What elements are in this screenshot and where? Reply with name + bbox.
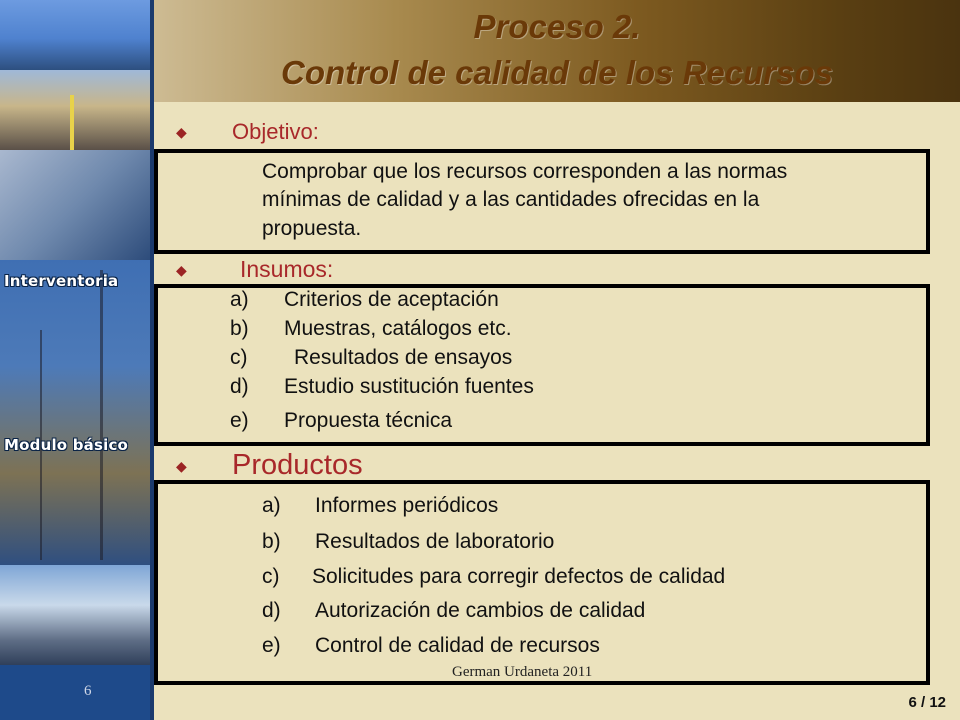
bullet-icon: ◆ <box>176 458 187 474</box>
productos-item-letter: b) <box>262 530 281 553</box>
bullet-icon: ◆ <box>176 124 187 140</box>
insumos-item: Muestras, catálogos etc. <box>284 317 512 340</box>
insumos-item-letter: d) <box>230 375 249 398</box>
insumos-item-letter: c) <box>230 346 248 369</box>
sidebar-footer-panel <box>0 665 152 720</box>
sidebar-page-number: 6 <box>84 683 92 699</box>
insumos-item-letter: a) <box>230 288 249 311</box>
slide-title <box>154 4 960 96</box>
productos-item: Autorización de cambios de calidad <box>315 599 646 622</box>
productos-item: Solicitudes para corregir defectos de calidad <box>312 565 726 588</box>
productos-item-letter: a) <box>262 494 281 517</box>
insumos-box <box>154 284 930 446</box>
sidebar-label-interventoria: Interventoria <box>4 272 119 290</box>
productos-item: Informes periódicos <box>315 494 499 517</box>
highway-photo <box>0 565 152 665</box>
road-centerline <box>70 95 74 150</box>
objetivo-line-2: mínimas de calidad y a las cantidades ofrecidas en la <box>262 188 760 211</box>
productos-item-letter: d) <box>262 599 281 622</box>
engineer-photo <box>0 150 152 260</box>
bridge-photo <box>0 0 152 70</box>
insumos-item: Propuesta técnica <box>284 409 453 432</box>
insumos-item: Resultados de ensayos <box>294 346 513 369</box>
insumos-item: Estudio sustitución fuentes <box>284 375 534 398</box>
productos-item: Resultados de laboratorio <box>315 530 555 553</box>
objetivo-line-3: propuesta. <box>262 217 362 240</box>
objetivo-heading: Objetivo: <box>232 119 319 144</box>
sidebar-label-modulo: Modulo básico <box>4 436 129 454</box>
insumos-heading: Insumos: <box>240 256 334 282</box>
sidebar-photo-strip <box>0 0 152 720</box>
insumos-item-letter: b) <box>230 317 249 340</box>
road-photo <box>0 70 152 150</box>
productos-item: Control de calidad de recursos <box>315 634 600 657</box>
bullet-icon: ◆ <box>176 262 187 278</box>
title-line-1: Proceso 2. <box>473 8 641 45</box>
productos-item-letter: e) <box>262 634 281 657</box>
insumos-item-letter: e) <box>230 409 249 432</box>
productos-item-letter: c) <box>262 565 280 588</box>
slide-counter: 6 / 12 <box>908 694 946 711</box>
footer-author: German Urdaneta 2011 <box>452 664 593 680</box>
tower-structure <box>100 270 103 560</box>
productos-heading: Productos <box>232 449 363 481</box>
insumos-item: Criterios de aceptación <box>284 288 499 311</box>
power-towers-photo <box>0 260 152 565</box>
objetivo-line-1: Comprobar que los recursos corresponden a las normas <box>262 160 788 183</box>
title-line-2: Control de calidad de los Recursos <box>281 54 833 91</box>
